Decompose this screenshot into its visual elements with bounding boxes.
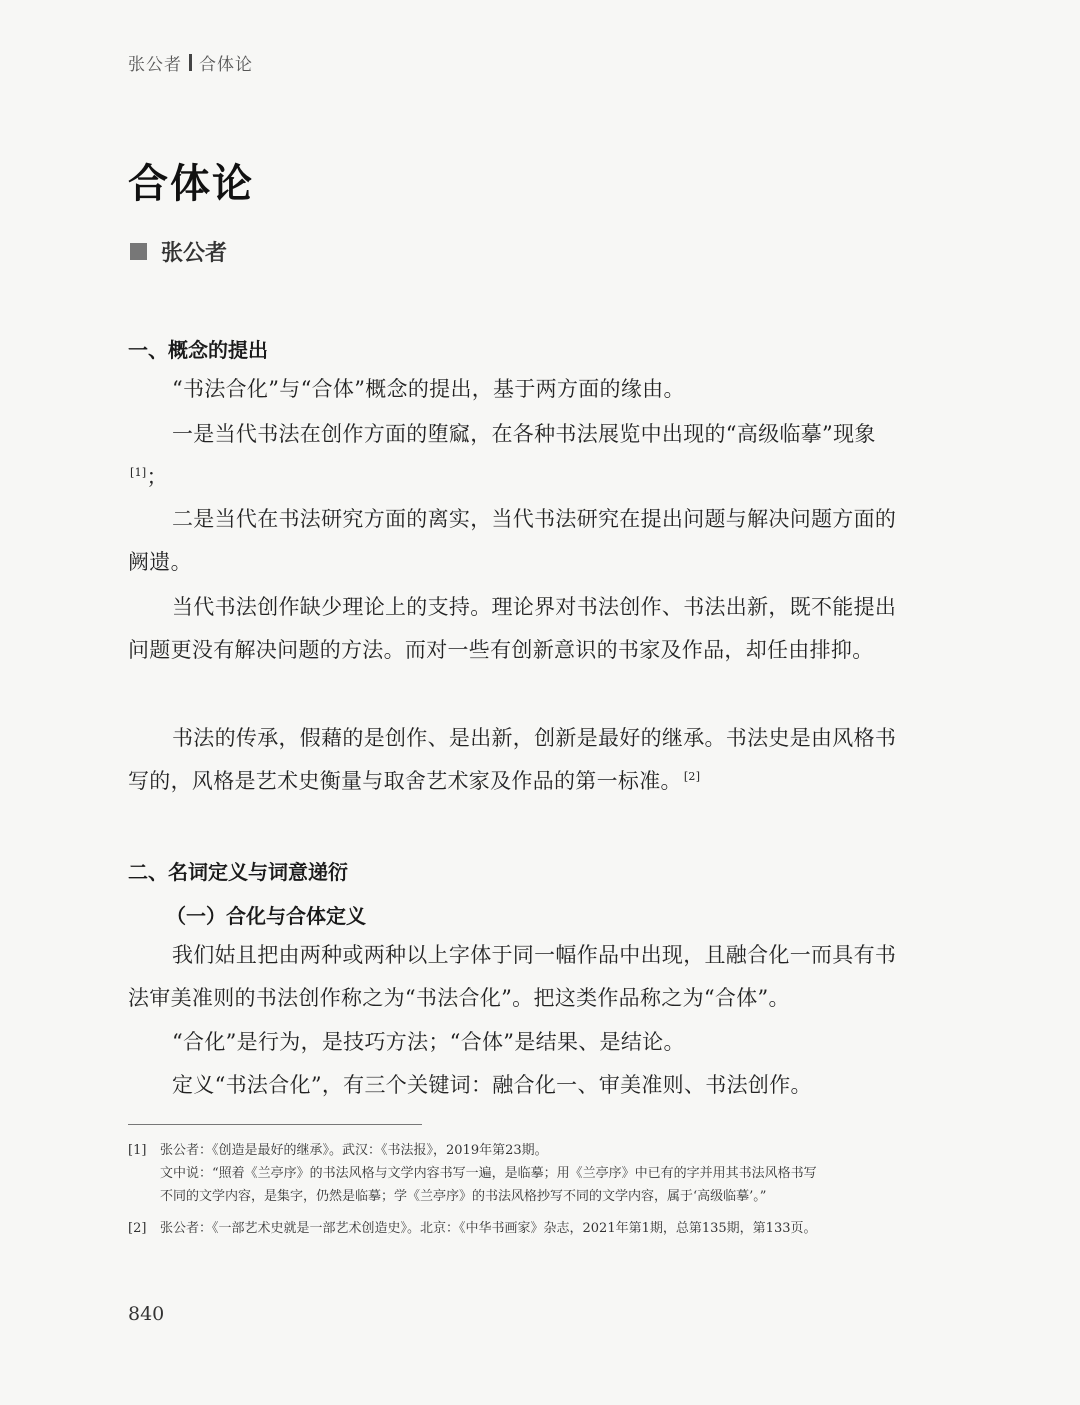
footnote-line: 张公者：《一部艺术史就是一部艺术创造史》。北京：《中华书画家》杂志，2021年第1期，总第135期，第133页。 <box>160 1221 817 1236</box>
section-2-heading: 二、名词定义与词意递衍 <box>128 860 348 884</box>
footnote-line: 文中说：“照着《兰亭序》的书法风格与文学内容书写一遍，是临摹；用《兰亭序》中已有的字并用其书法风格书写 <box>160 1166 817 1181</box>
section-1-paragraph-3: 二是当代在书法研究方面的离实，当代书法研究在提出问题与解决问题方面的阙遗。 <box>128 507 897 574</box>
header-divider <box>189 54 192 71</box>
paragraph-text: 一是当代书法在创作方面的堕窳，在各种书法展览中出现的“高级临摹”现象 <box>172 422 876 446</box>
section-2-subheading: （一）合化与合体定义 <box>166 904 366 928</box>
footnote-body <box>160 1217 908 1240</box>
paragraph-text: 书法的传承，假藉的是创作、是出新，创新是最好的继承。书法史是由风格书写的，风格是艺术史衡量与取舍艺术家及作品的第一标准。 <box>128 726 897 793</box>
author-name: 张公者 <box>161 241 228 266</box>
page-number: 840 <box>128 1303 165 1325</box>
header-section: 合体论 <box>199 55 253 75</box>
header-author: 张公者 <box>128 55 182 75</box>
section-1-paragraph-1: “书法合化”与“合体”概念的提出，基于两方面的缘由。 <box>172 377 685 401</box>
author-byline <box>130 236 227 267</box>
running-header <box>128 50 253 75</box>
footnote-ref-1[interactable]: [1] <box>130 466 147 479</box>
section-2-paragraph-1: 我们姑且把由两种或两种以上字体于同一幅作品中出现，且融合化一而具有书法审美准则的书法创作称之为“书法合化”。把这类作品称之为“合体”。 <box>128 943 897 1010</box>
footnote-1 <box>128 1139 908 1208</box>
footnote-body <box>160 1139 908 1208</box>
section-1-paragraph-4: 当代书法创作缺少理论上的支持。理论界对书法创作、书法出新，既不能提出问题更没有解决问题的方法。而对一些有创新意识的书家及作品，却任由排抑。 <box>128 595 897 662</box>
square-bullet-icon <box>130 243 147 260</box>
section-1-paragraph-2 <box>128 413 898 499</box>
footnote-number: [1] <box>128 1143 147 1158</box>
section-1-heading: 一、概念的提出 <box>128 338 268 362</box>
footnote-line: 张公者：《创造是最好的继承》。武汉：《书法报》，2019年第23期。 <box>160 1143 548 1158</box>
section-2-paragraph-3: 定义“书法合化”，有三个关键词：融合化一、审美准则、书法创作。 <box>172 1073 812 1097</box>
section-2-paragraph-2: “合化”是行为，是技巧方法；“合体”是结果、是结论。 <box>172 1030 685 1054</box>
article-title: 合体论 <box>128 161 254 207</box>
section-1-paragraph-5 <box>128 717 898 803</box>
footnote-ref-2[interactable]: [2] <box>683 770 701 783</box>
footnote-separator <box>128 1124 422 1125</box>
paragraph-tail: ； <box>146 465 168 489</box>
footnote-line: 不同的文学内容，是集字，仍然是临摹；学《兰亭序》的书法风格抄写不同的文学内容，属于‘高级临摹’。” <box>160 1189 767 1204</box>
footnote-number: [2] <box>128 1221 147 1236</box>
footnote-2 <box>128 1217 908 1240</box>
